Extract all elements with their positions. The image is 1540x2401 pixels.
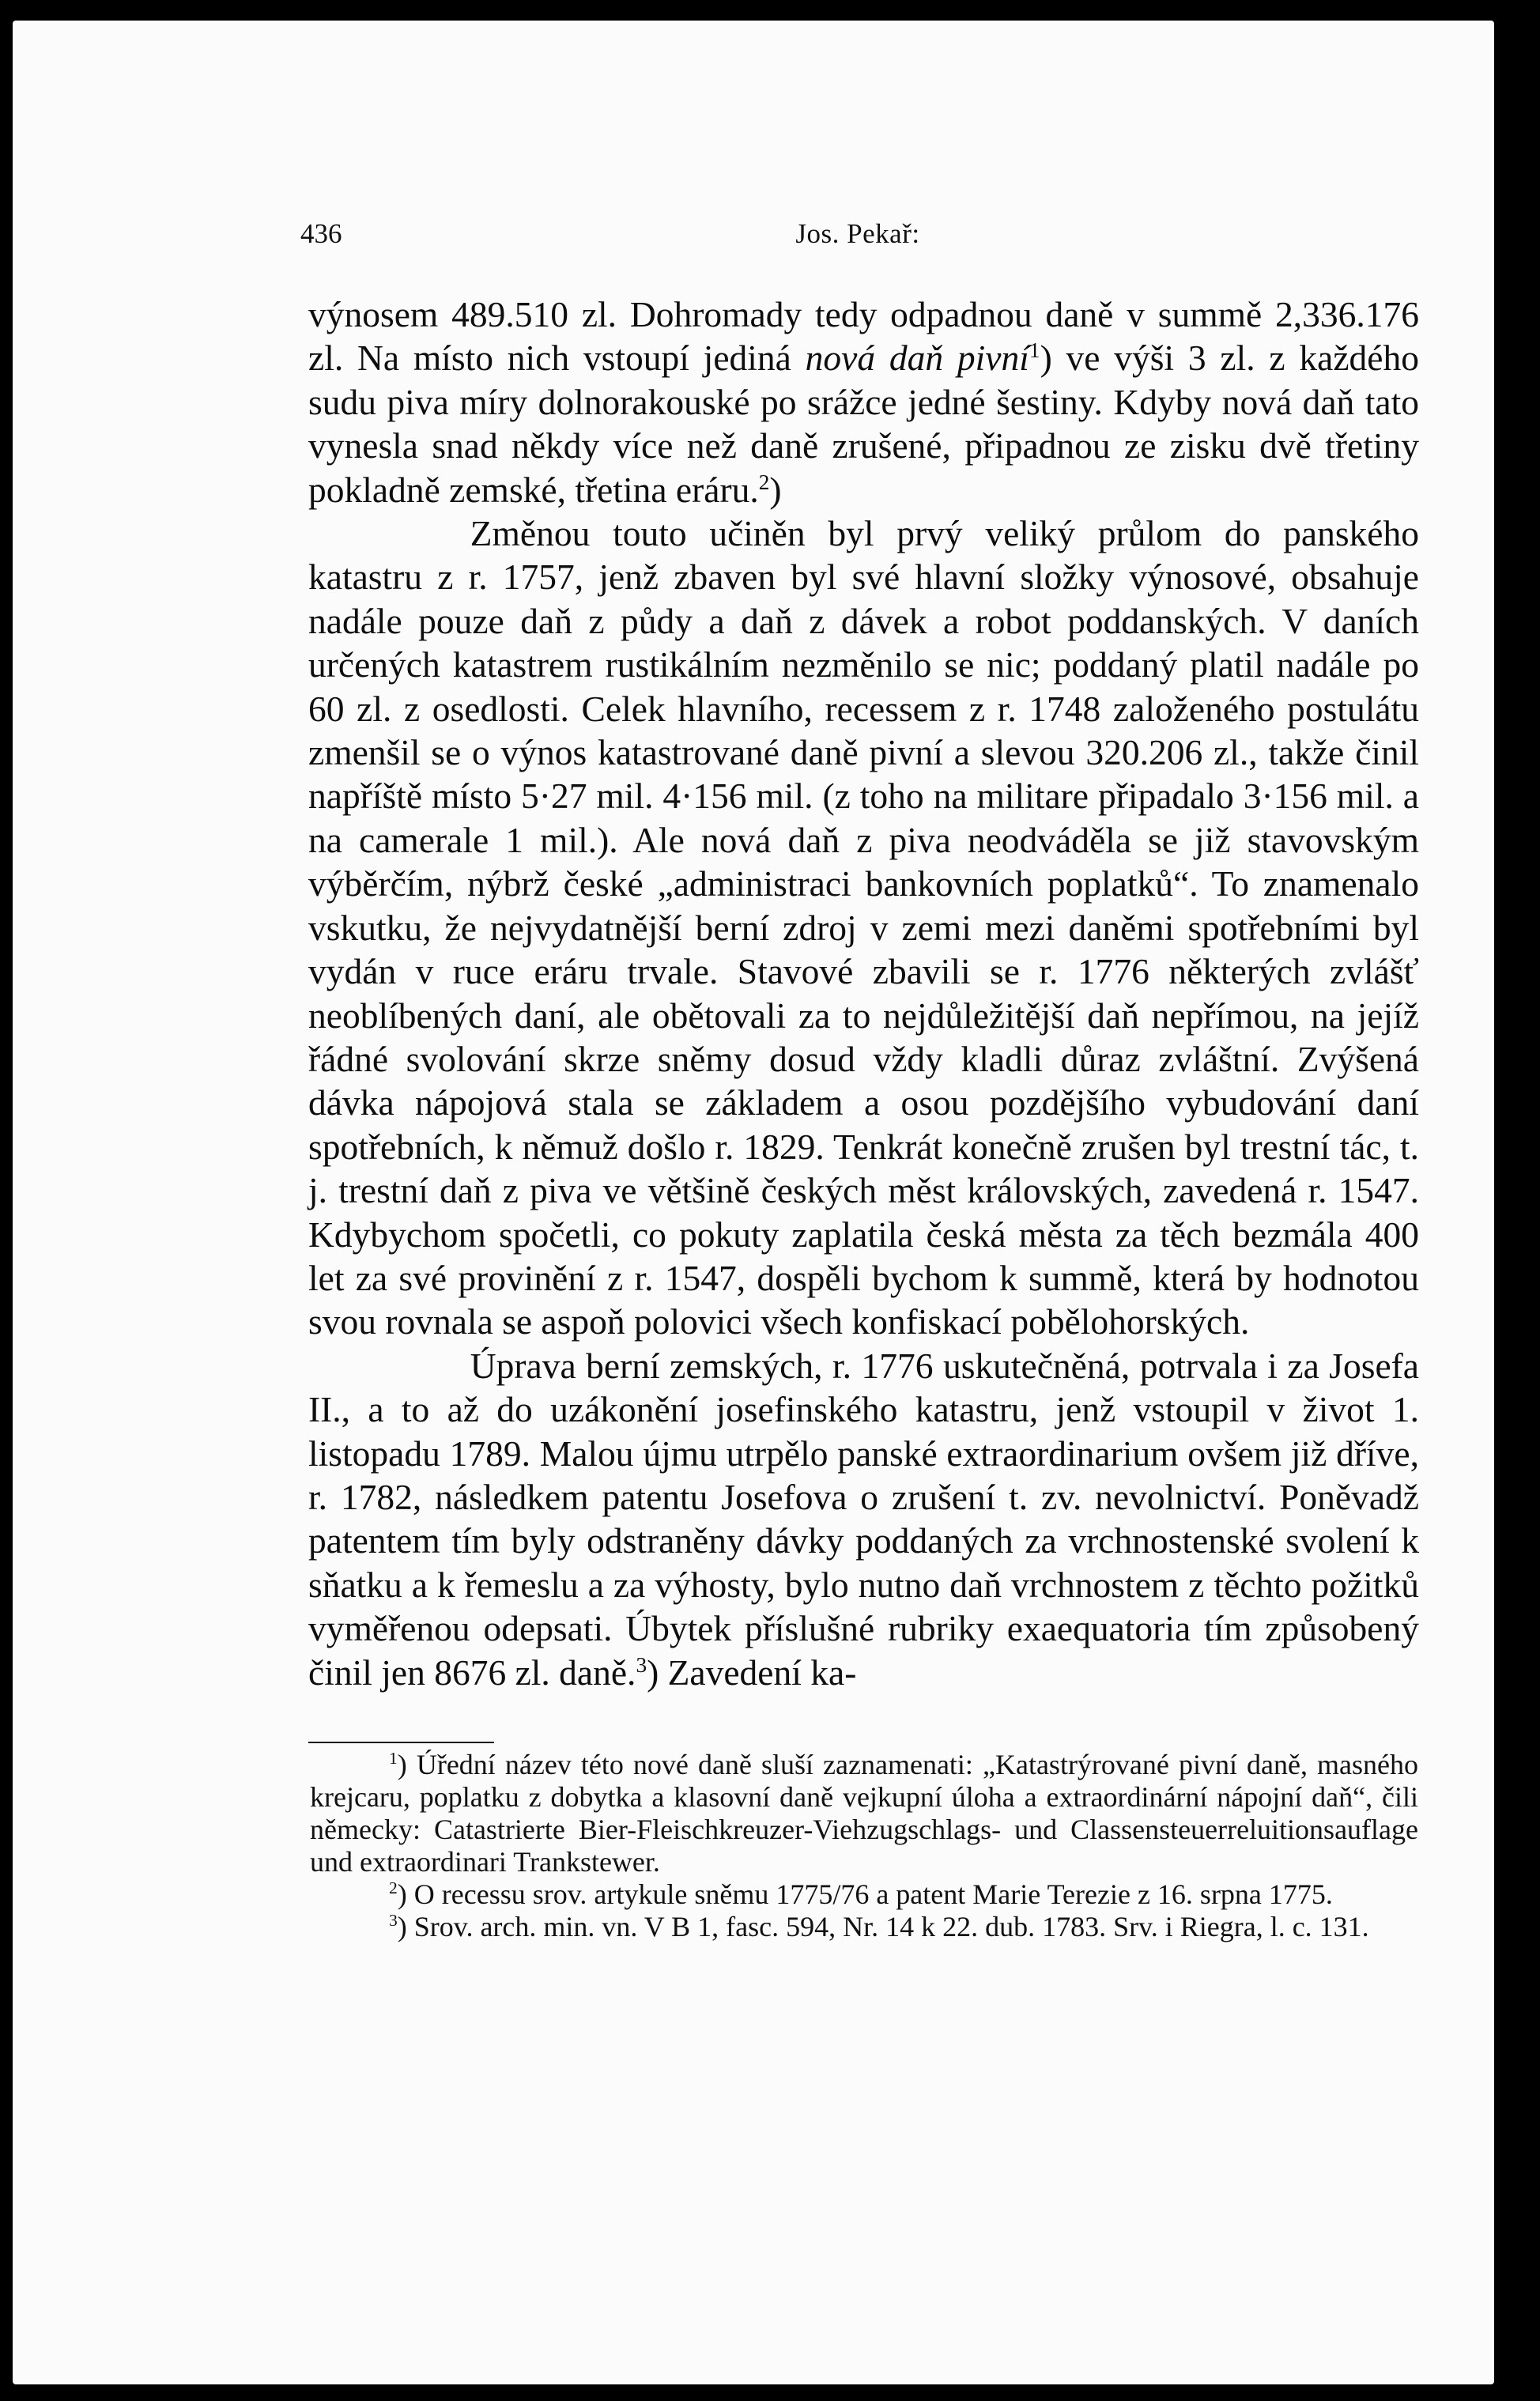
footnote-ref-3: 3: [636, 1652, 647, 1677]
paragraph-2: Změnou touto učiněn byl prvý veliký průlom do panského katastru z r. 1757, jenž zbaven byl své hlavní složky výnosové, obsahuje nadále pouze daň z půdy a daň z dávek a robot poddanských. V daních určených katastrem rustikálním nezměnilo se nic; poddaný platil nadále po 60 zl. z osedlosti. Celek hlavního, recessem z r. 1748 založeného postulátu zmenšil se o výnos katastrované daně pivní a slevou 320.206 zl., takže činil napříště místo 5·27 mil. 4·156 mil. (z toho na militare připadalo 3·156 mil. a na camerale 1 mil.). Ale nová daň z piva neodváděla se již stavovským výběrčím, nýbrž české „administraci bankovních poplatků“. To znamenalo vskutku, že nejvydatnější berní zdroj v zemi mezi daněmi spotřebními byl vydán v ruce eráru trvale. Stavové zbavili se r. 1776 některých zvlášť neoblíbených daní, ale obětovali za to nejdůležitější daň nepřímou, na jejíž řádné svolování skrze sněmy dosud vždy kladli důraz zvláštní. Zvýšená dávka nápojová stala se základem a osou pozdějšího vybudování daní spotřebních, k němuž došlo r. 1829. Tenkrát konečně zrušen byl trestní tác, t. j. trestní daň z piva ve většině českých měst královských, zavedená r. 1547. Kdybychom spočetli, co pokuty zaplatila česká města za těch bezmála 400 let za své provinění z r. 1547, dospěli bychom k summě, která by hodnotou svou rovnala se aspoň polovici všech konfiskací pobělohorských.: [308, 513, 1419, 1342]
footnote-text: ) Úřední název této nové daně sluší zaznamenati: „Katastrýrované pivní daně, masného krejcaru, poplatku z dobytka a klasovní daně vejkupní úloha a extraordinární nápojní daň“, čili německy: Catastrierte Bier-Fleischkreuzer-Viehzugschlags- und Classensteuerreluitionsauflage und extraordinari Trankstewer.: [310, 1749, 1418, 1878]
footnote-1: [310, 1749, 1418, 1878]
paragraph-1-text-b: ) ve výši 3 zl. z každého sudu piva míry dolnorakouské po srážce jedné šestiny. Kdyby nová daň tato vynesla snad někdy více než daně zrušené, připadnou ze zisku dvě třetiny pokladně zemské, třetina eráru.: [308, 338, 1419, 510]
footnote-text: ) Srov. arch. min. vn. V B 1, fasc. 594, Nr. 14 k 22. dub. 1783. Srv. i Riegra, l. c. 131.: [397, 1911, 1369, 1942]
paragraph-3: [308, 1344, 1419, 1694]
footnote-text: ) O recessu srov. artykule sněmu 1775/76 a patent Marie Terezie z 16. srpna 1775.: [397, 1878, 1333, 1910]
running-head: Jos. Pekař:: [795, 218, 920, 249]
paragraph-1: [308, 293, 1419, 512]
page-header: [300, 212, 1415, 259]
footnotes: [310, 1749, 1418, 1943]
footnote-2: [310, 1878, 1418, 1911]
footnote-mark: 1: [389, 1749, 398, 1768]
footnote-mark: 2: [389, 1878, 398, 1897]
footnote-divider: [308, 1742, 494, 1743]
paragraph-3-text-b: ) Zavedení ka-: [647, 1652, 857, 1693]
page-number: 436: [300, 218, 342, 249]
main-text: [308, 293, 1419, 1694]
footnote-ref-2: 2: [758, 470, 770, 494]
footnote-mark: 3: [389, 1911, 398, 1930]
footnote-ref-1: 1: [1029, 338, 1040, 363]
paragraph-3-text: Úprava berní zemských, r. 1776 uskutečněná, potrvala i za Josefa II., a to až do uzákonění josefinského katastru, jenž vstoupil v život 1. listopadu 1789. Malou újmu utrpělo panské extraordinarium ovšem již dříve, r. 1782, následkem patentu Josefova o zrušení t. zv. nevolnictví. Poněvadž patentem tím byly odstraněny dávky poddaných za vrchnostenské svolení k sňatku a k řemeslu a za výhosty, bylo nutno daň vrchnostem z těchto požitků vyměřenou odepsati. Úbytek příslušné rubriky exaequatoria tím způsobený činil jen 8676 zl. daně.: [308, 1345, 1419, 1693]
italic-term: nová daň pivní: [805, 338, 1029, 379]
paragraph-1-text: výnosem 489.510 zl. Dohromady tedy odpadnou daně v summě 2,336.176 zl. Na místo nich vstoupí jediná: [308, 294, 1419, 379]
paragraph-1-text-c: ): [769, 469, 782, 510]
footnote-3: [310, 1911, 1418, 1943]
